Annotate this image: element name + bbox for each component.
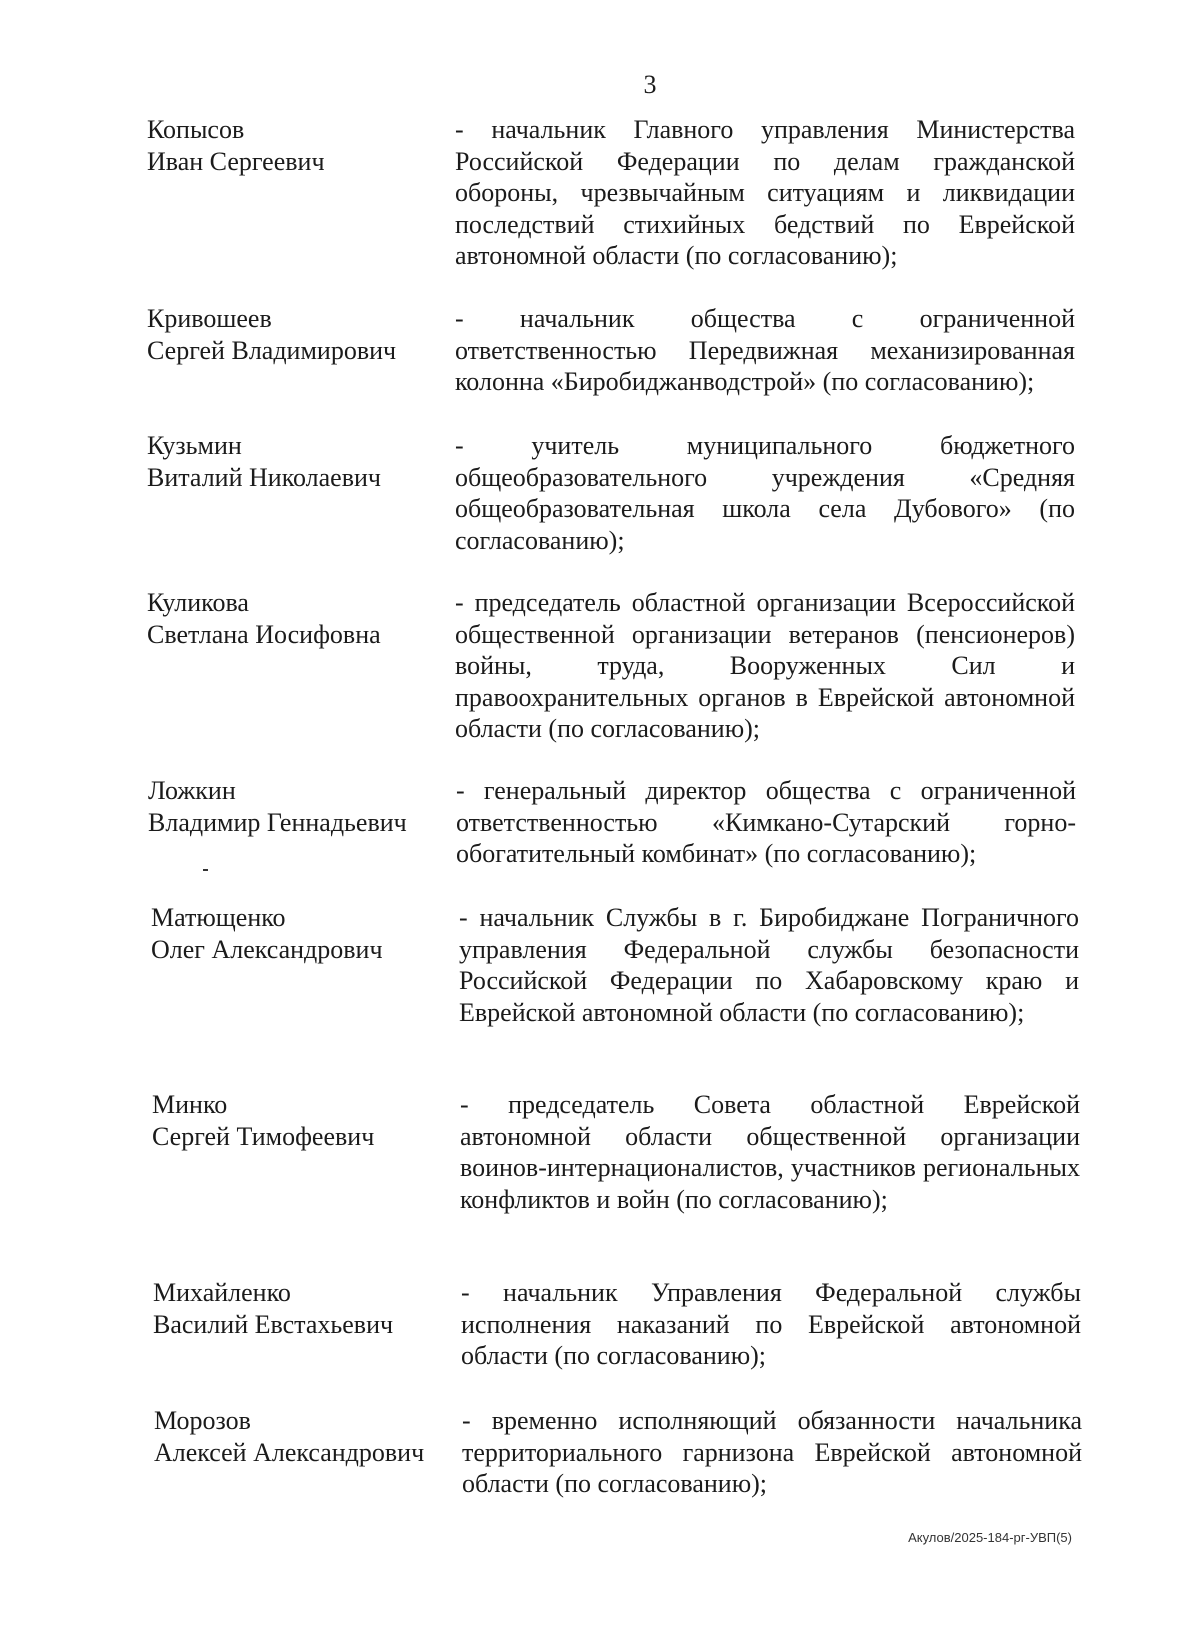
member-surname: Кузьмин: [147, 431, 242, 460]
member-given-name: Владимир Геннадьевич: [148, 807, 407, 837]
member-name: [154, 1405, 454, 1468]
member-name: [147, 303, 447, 366]
member-name: [147, 587, 447, 650]
member-given-name: Виталий Николаевич: [147, 462, 381, 492]
member-given-name: Василий Евстахьевич: [153, 1309, 394, 1339]
member-position: - начальник Управления Федеральной службы исполнения наказаний по Еврейской автономной области (по согласованию);: [461, 1278, 1081, 1370]
member-surname: Куликова: [147, 588, 249, 617]
member-position: - временно исполняющий обязанности начальника территориального гарнизона Еврейской автономной области (по согласованию);: [462, 1406, 1082, 1498]
stray-mark: [203, 869, 208, 871]
member-position: - председатель областной организации Всероссийской общественной организации ветеранов (пенсионеров) войны, труда, Вооруженных Сил и правоохранительных органов в Еврейской автономной области (по согласованию);: [455, 588, 1075, 743]
member-given-name: Сергей Владимирович: [147, 335, 397, 365]
member-given-name: Алексей Александрович: [154, 1437, 425, 1467]
member-surname: Матющенко: [151, 903, 286, 932]
member-position: - учитель муниципального бюджетного общеобразовательного учреждения «Средняя общеобразовательная школа села Дубового» (по согласованию);: [455, 431, 1075, 555]
member-name: [147, 114, 447, 177]
member-position: - начальник общества с ограниченной ответственностью Передвижная механизированная колонна «Биробиджанводстрой» (по согласованию);: [455, 304, 1075, 396]
member-surname: Михайленко: [153, 1278, 291, 1307]
document-code: Акулов/2025-184-рг-УВП(5): [908, 1530, 1072, 1545]
member-name: [148, 775, 448, 838]
member-position: - генеральный директор общества с ограниченной ответственностью «Кимкано-Сутарский горно-обогатительный комбинат» (по согласованию);: [456, 776, 1076, 868]
member-name: [152, 1089, 452, 1152]
member-name: [151, 902, 451, 965]
member-name: [153, 1277, 453, 1340]
member-given-name: Иван Сергеевич: [147, 146, 325, 176]
member-position: - председатель Совета областной Еврейской автономной области общественной организации воинов-интернационалистов, участников региональных конфликтов и войн (по согласованию);: [460, 1090, 1080, 1214]
member-surname: Копысов: [147, 115, 245, 144]
member-surname: Морозов: [154, 1406, 251, 1435]
member-position: - начальник Службы в г. Биробиджане Пограничного управления Федеральной службы безопасности Российской Федерации по Хабаровскому краю и Еврейской автономной области (по согласованию);: [459, 903, 1079, 1027]
member-surname: Минко: [152, 1090, 228, 1119]
member-surname: Ложкин: [148, 776, 236, 805]
member-given-name: Светлана Иосифовна: [147, 619, 381, 649]
member-name: [147, 430, 447, 493]
member-given-name: Олег Александрович: [151, 934, 383, 964]
member-given-name: Сергей Тимофеевич: [152, 1121, 375, 1151]
member-surname: Кривошеев: [147, 304, 272, 333]
member-position: - начальник Главного управления Министерства Российской Федерации по делам гражданской обороны, чрезвычайным ситуациям и ликвидации последствий стихийных бедствий по Еврейской автономной области (по согласованию);: [455, 115, 1075, 270]
page-number: 3: [643, 70, 657, 99]
